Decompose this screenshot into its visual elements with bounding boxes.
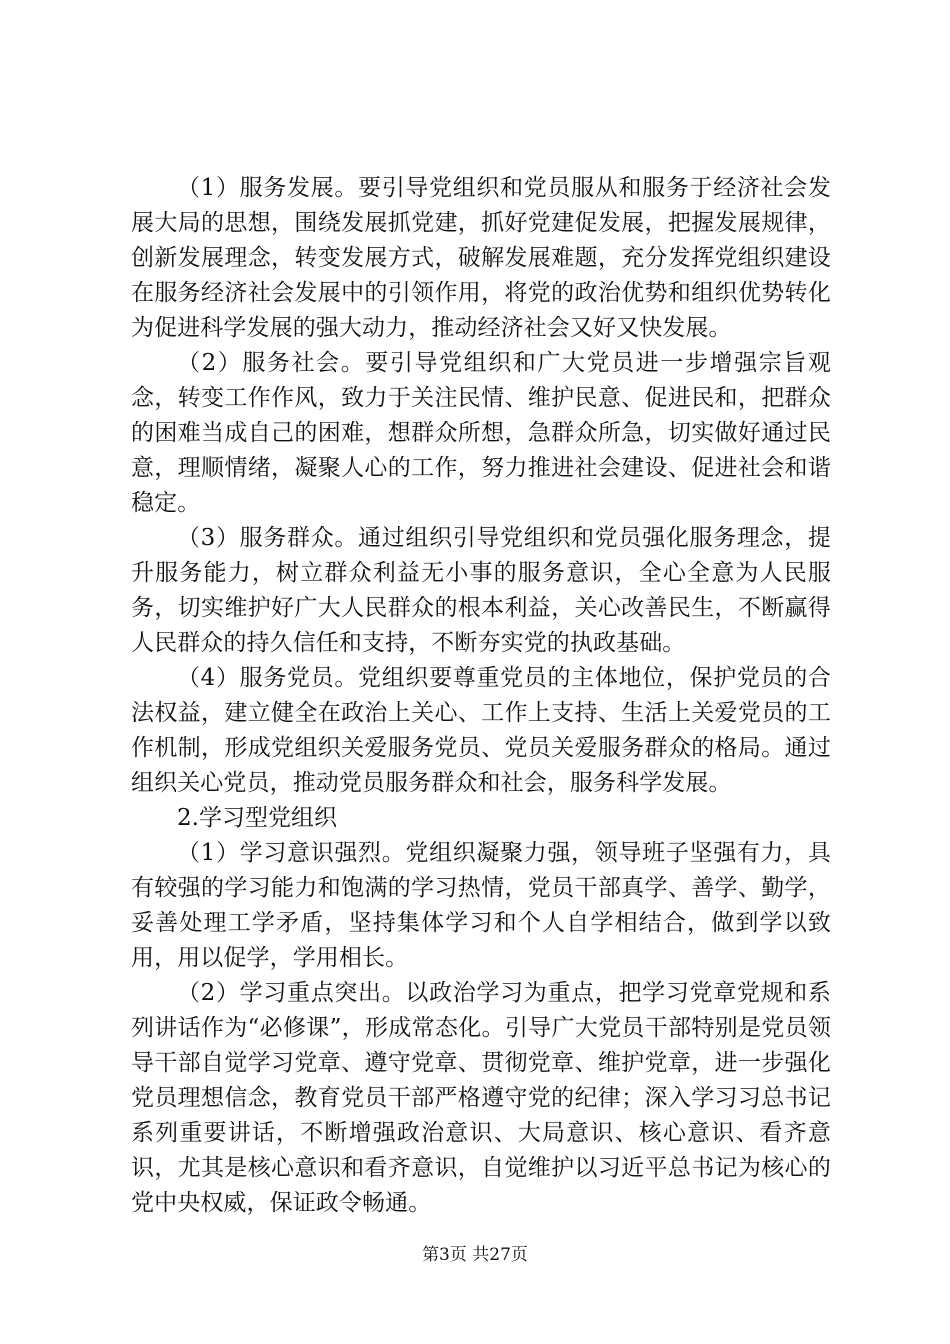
paragraph-service-society: （2）服务社会。要引导党组织和广大党员进一步增强宗旨观念，转变工作作风，致力于关注民情、维护民意、促进民和，把群众的困难当成自己的困难，想群众所想，急群众所急，切实做好通过民意，理顺情绪，凝聚人心的工作，努力推进社会建设、促进社会和谐稳定。 bbox=[131, 350, 831, 516]
section-heading-learning: 2.学习型党组织 bbox=[177, 805, 337, 831]
paragraph-learning-focus: （2）学习重点突出。以政治学习为重点，把学习党章党规和系列讲话作为“必修课”，形成常态化。引导广大党员干部特别是党员领导干部自觉学习党章、遵守党章、贯彻党章、维护党章，进一步强化党员理想信念，教育党员干部严格遵守党的纪律；深入学习习总书记系列重要讲话，不断增强政治意识、大局意识、核心意识、看齐意识，尤其是核心意识和看齐意识，自觉维护以习近平总书记为核心的党中央权威，保证政令畅通。 bbox=[131, 980, 831, 1216]
document-body bbox=[131, 171, 831, 1221]
paragraph-service-development: （1）服务发展。要引导党组织和党员服从和服务于经济社会发展大局的思想，围绕发展抓党建，抓好党建促发展，把握发展规律，创新发展理念，转变发展方式，破解发展难题，充分发挥党组织建设在服务经济社会发展中的引领作用，将党的政治优势和组织优势转化为促进科学发展的强大动力，推动经济社会又好又快发展。 bbox=[131, 175, 831, 341]
page-number-footer: 第3页 共27页 bbox=[422, 1245, 528, 1265]
paragraph-service-masses: （3）服务群众。通过组织引导党组织和党员强化服务理念，提升服务能力，树立群众利益无小事的服务意识，全心全意为人民服务，切实维护好广大人民群众的根本利益，关心改善民生，不断赢得人民群众的持久信任和支持，不断夯实党的执政基础。 bbox=[131, 525, 831, 656]
paragraph-service-members: （4）服务党员。党组织要尊重党员的主体地位，保护党员的合法权益，建立健全在政治上关心、工作上支持、生活上关爱党员的工作机制，形成党组织关爱服务党员、党员关爱服务群众的格局。通过组织关心党员，推动党员服务群众和社会，服务科学发展。 bbox=[131, 665, 831, 796]
paragraph-learning-awareness: （1）学习意识强烈。党组织凝聚力强，领导班子坚强有力，具有较强的学习能力和饱满的学习热情，党员干部真学、善学、勤学，妥善处理工学矛盾，坚持集体学习和个人自学相结合，做到学以致用，用以促学，学用相长。 bbox=[131, 840, 831, 971]
